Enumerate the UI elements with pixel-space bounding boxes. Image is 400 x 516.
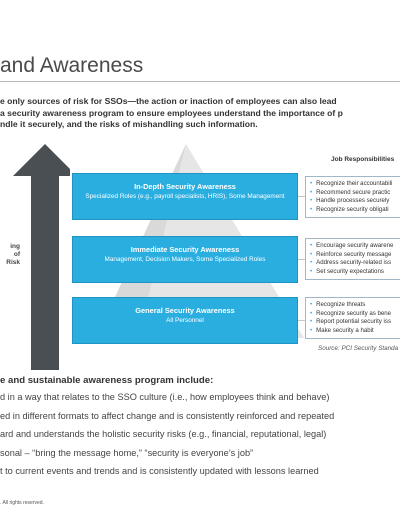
tier-title: Immediate Security Awareness xyxy=(130,245,240,254)
program-list xyxy=(0,388,334,481)
bullet-icon: • xyxy=(310,318,313,326)
intro-line: e only sources of risk for SSOs—the action or inaction of employees can also lead xyxy=(0,96,337,106)
list-item: • Recommend secure practic xyxy=(310,188,391,196)
bullet-icon: • xyxy=(310,205,313,213)
list-item: • Reinforce security message xyxy=(310,250,392,258)
intro-line: a security awareness program to ensure employees understand the importance of p xyxy=(0,107,343,118)
axis-label-line: Risk xyxy=(6,259,20,266)
list-item: ard and understands the holistic security risks (e.g., financial, reputational, legal) xyxy=(0,429,327,440)
axis-label-line: ing xyxy=(10,243,20,250)
responsibilities-box-general xyxy=(305,297,400,339)
program-heading: e and sustainable awareness program include: xyxy=(0,375,214,386)
tier-subtitle: All Personnel xyxy=(166,317,204,324)
bullet-icon: • xyxy=(310,267,313,275)
list-item: • Encourage security awarene xyxy=(310,242,394,249)
list-item: • Recognize security as bene xyxy=(310,309,392,317)
responsibilities-box-in-depth xyxy=(305,176,400,218)
pyramid-tier-immediate xyxy=(72,236,298,283)
bullet-icon: • xyxy=(310,242,313,249)
bullet-icon: • xyxy=(310,250,313,258)
axis-label-line: of xyxy=(13,251,20,258)
slide-title: and Awareness xyxy=(0,54,144,77)
list-item: sonal – “bring the message home,” “security is everyone’s job” xyxy=(0,447,254,458)
list-item: • Handle processes securely xyxy=(310,197,390,205)
tier-connector xyxy=(298,196,305,197)
tier-connector xyxy=(298,320,305,321)
tier-title: In-Depth Security Awareness xyxy=(134,182,236,191)
list-item: • Make security a habit xyxy=(310,326,374,334)
tier-subtitle: Specialized Roles (e.g., payroll specialists, HRIS), Some Management xyxy=(85,193,285,200)
bullet-icon: • xyxy=(310,301,313,308)
pyramid-tier-general xyxy=(72,297,298,344)
list-item: • Recognize their accountabili xyxy=(310,180,393,187)
bullet-icon: • xyxy=(310,259,313,267)
title-divider xyxy=(0,81,400,82)
list-item: • Recognize threats xyxy=(310,301,366,308)
list-item: • Address security-related iss xyxy=(310,259,391,267)
bullet-icon: • xyxy=(310,188,313,196)
intro-paragraph xyxy=(0,96,343,131)
bullet-icon: • xyxy=(310,326,313,334)
copyright-footer: . All rights reserved. xyxy=(0,500,44,506)
responsibilities-header: Job Responsibilities xyxy=(331,156,395,163)
pyramid-tier-in-depth xyxy=(72,173,298,220)
tier-title: General Security Awareness xyxy=(135,306,235,315)
source-citation: Source: PCI Security Standa xyxy=(318,345,399,352)
responsibilities-box-immediate xyxy=(305,238,400,280)
list-item: • Recognize security obligati xyxy=(310,205,389,213)
list-item: d in a way that relates to the SSO culture (i.e., how employees think and behave) xyxy=(0,392,330,402)
list-item: • Set security expectations xyxy=(310,267,384,275)
list-item: t to current events and trends and is consistently updated with lessons learned xyxy=(0,466,319,477)
risk-axis-label xyxy=(0,243,20,267)
tier-subtitle: Management, Decision Makers, Some Specialized Roles xyxy=(104,256,266,263)
bullet-icon: • xyxy=(310,180,313,187)
bullet-icon: • xyxy=(310,309,313,317)
bullet-icon: • xyxy=(310,197,313,205)
tier-connector xyxy=(298,259,305,260)
list-item: • Report potential security iss xyxy=(310,318,391,326)
intro-line: ndle it securely, and the risks of mishandling such information. xyxy=(0,119,258,129)
list-item: ed in different formats to affect change and is consistently reinforced and repeated xyxy=(0,410,335,421)
